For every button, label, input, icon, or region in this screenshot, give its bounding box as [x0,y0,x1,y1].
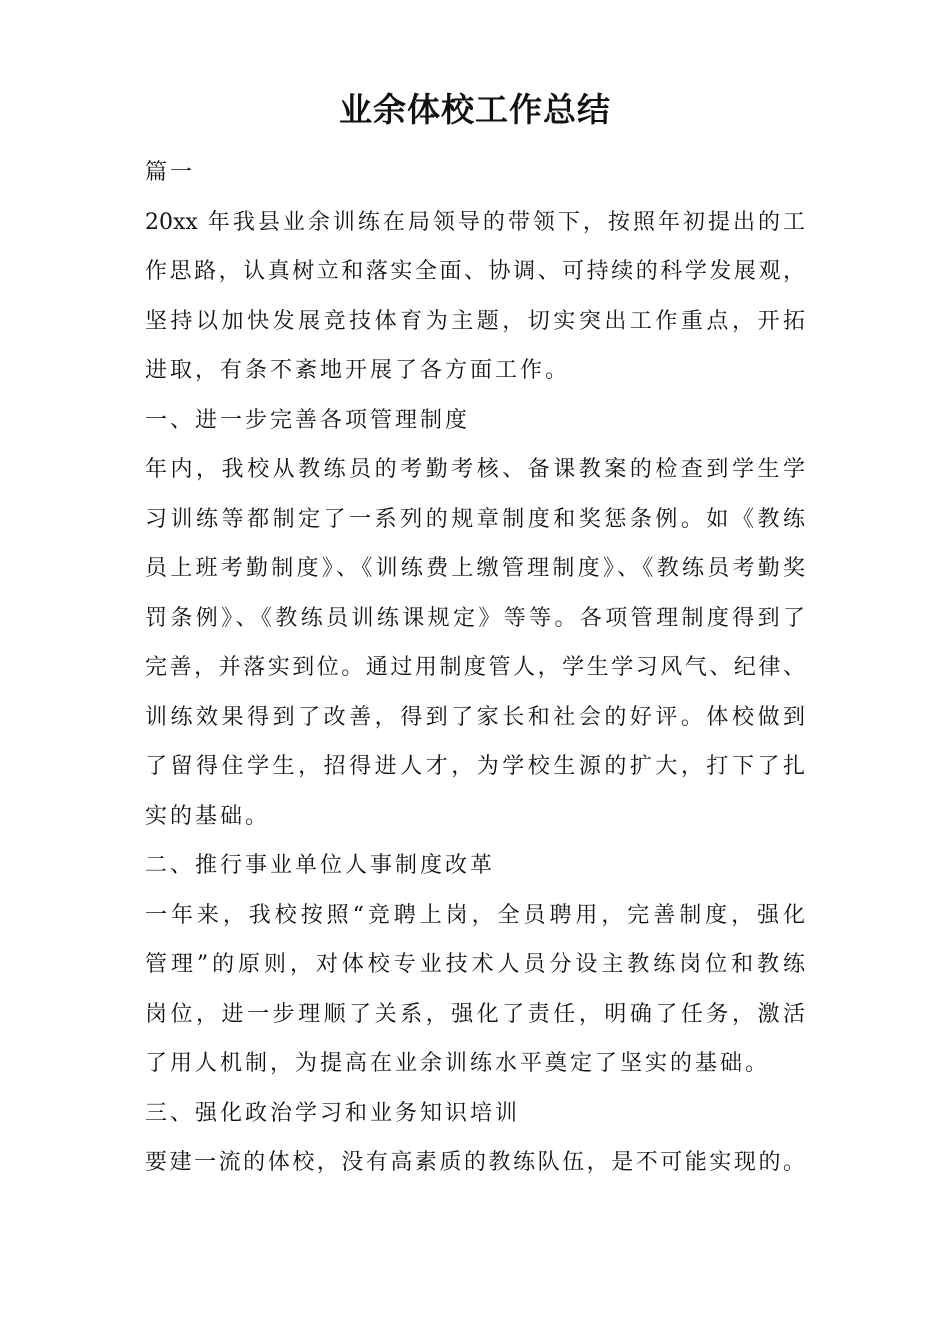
text-line: 篇一 [145,160,196,185]
text-line: 罚条例》、《教练员训练课规定》等等。各项管理制度得到了 [145,605,805,631]
text-line: 完善，并落实到位。通过用制度管人，学生学习风气、纪律、 [145,655,805,680]
text-line: 习训练等都制定了一系列的规章制度和奖惩条例。如《教练 [145,506,805,532]
text-line: 要建一流的体校，没有高素质的教练队伍，是不可能实现的。 [145,1150,805,1175]
text-line: 管理”的原则，对体校专业技术人员分设主教练岗位和教练 [145,952,805,977]
document-title: 业余体校工作总结 [339,90,611,129]
text-line: 坚持以加快发展竞技体育为主题，切实突出工作重点，开拓 [145,308,805,334]
text-line: 三、强化政治学习和业务知识培训 [145,1100,521,1126]
text-line: 了留得住学生，招得进人才，为学校生源的扩大，打下了扎 [145,754,805,779]
text-line: 一年来，我校按照“竞聘上岗，全员聘用，完善制度，强化 [145,902,805,928]
text-line: 作思路，认真树立和落实全面、协调、可持续的科学发展观， [145,259,805,284]
text-line: 了用人机制，为提高在业余训练水平奠定了坚实的基础。 [145,1051,771,1076]
text-line: 训练效果得到了改善，得到了家长和社会的好评。体校做到 [145,704,805,730]
text-line: 年内，我校从教练员的考勤考核、备课教案的检查到学生学 [145,457,805,482]
text-line: 二、推行事业单位人事制度改革 [145,853,496,878]
text-line: 员上班考勤制度》、《训练费上缴管理制度》、《教练员考勤奖 [145,556,805,581]
text-line: 20xx 年我县业余训练在局领导的带领下，按照年初提出的工 [145,209,805,235]
text-line: 进取，有条不紊地开展了各方面工作。 [145,358,571,383]
document-body [145,148,805,1188]
text-line: 岗位，进一步理顺了关系，强化了责任，明确了任务，激活 [145,1001,805,1027]
text-line: 实的基础。 [145,803,271,829]
text-line: 一、进一步完善各项管理制度 [145,407,471,433]
